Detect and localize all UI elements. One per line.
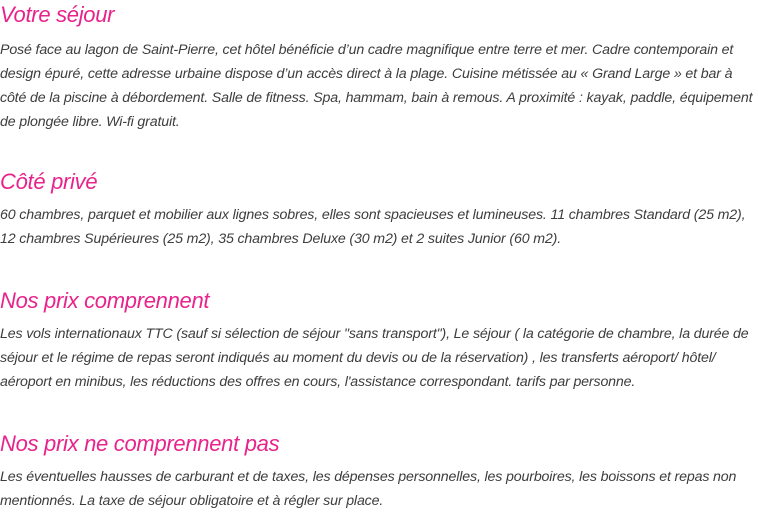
section-text-nos-prix-ne-comprennent-pas: Les éventuelles hausses de carburant et de taxes, les dépenses personnelles, les pourboires, les boissons et repas non mentionnés. La taxe de séjour obligatoire et à régler sur place. bbox=[0, 469, 737, 509]
section-text-nos-prix-comprennent: Les vols internationaux TTC (sauf si sélection de séjour "sans transport"), Le séjour ( la catégorie de chambre, la durée de séjour et le régime de repas seront indiqués au moment du devis ou de la réservation) , les transferts aéroport/ hôtel/ aéroport en minibus, les réductions des offres en cours, l'assistance correspondant. tarifs par personne. bbox=[0, 326, 749, 390]
section-title-nos-prix-comprennent: Nos prix comprennent bbox=[0, 288, 210, 313]
section-title-votre-sejour: Votre séjour bbox=[0, 2, 115, 27]
section-text-cote-prive: 60 chambres, parquet et mobilier aux lignes sobres, elles sont spacieuses et lumineuses. 11 chambres Standard (25 m2), 12 chambres Supérieures (25 m2), 35 chambres Deluxe (30 m2) et 2 suites Junior (60 m2). bbox=[0, 207, 746, 247]
section-votre-sejour bbox=[0, 1, 758, 134]
section-text-votre-sejour: Posé face au lagon de Saint-Pierre, cet hôtel bénéficie d’un cadre magnifique entre terre et mer. Cadre contemporain et design épuré, cette adresse urbaine dispose d’un accès direct à la plage. Cuisine métissée au « Grand Large » et bar à côté de la piscine à débordement. Salle de fitness. Spa, hammam, bain à remous. A proximité : kayak, paddle, équipement de plongée libre. Wi-fi gratuit. bbox=[0, 42, 753, 130]
section-title-nos-prix-ne-comprennent-pas: Nos prix ne comprennent pas bbox=[0, 431, 280, 456]
section-cote-prive bbox=[0, 168, 758, 251]
section-nos-prix-ne-comprennent-pas bbox=[0, 430, 758, 513]
section-nos-prix-comprennent bbox=[0, 287, 758, 394]
section-title-cote-prive: Côté privé bbox=[0, 169, 98, 194]
